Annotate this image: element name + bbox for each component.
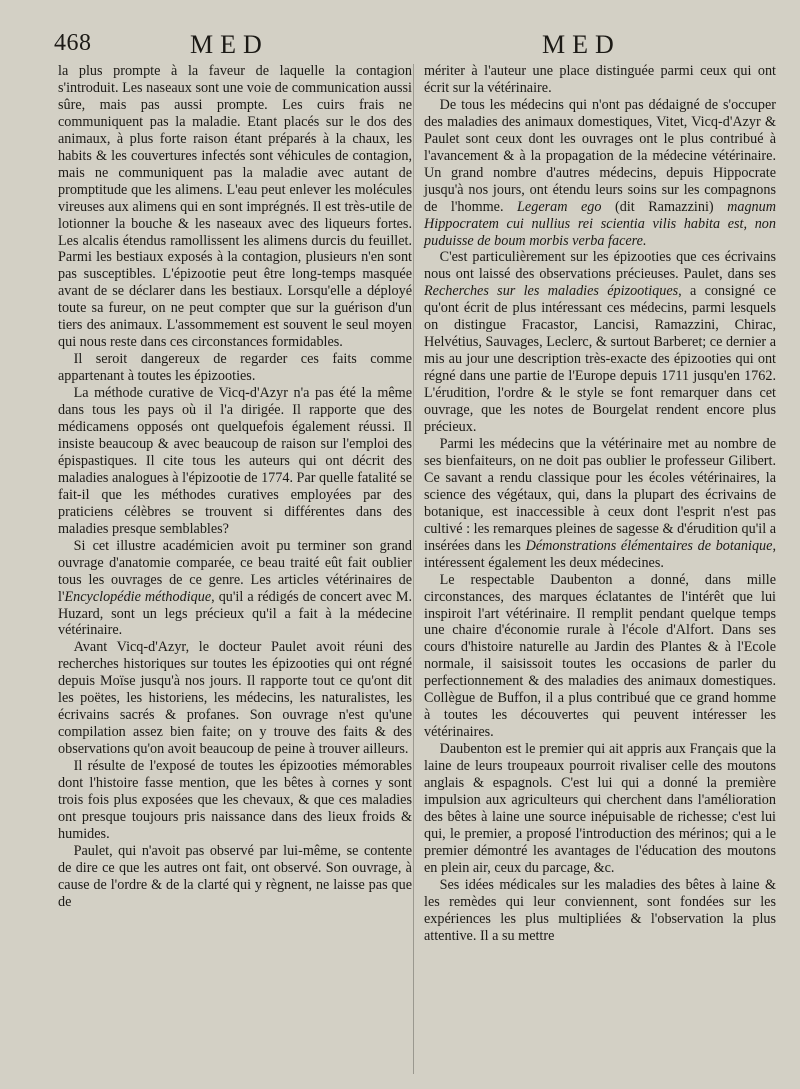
continued-paragraph	[58, 63, 412, 351]
paragraph	[58, 351, 412, 385]
paragraph-text: (dit Ramazzini)	[601, 198, 728, 215]
paragraph-text: C'est particulièrement sur les épizooties que ces écrivains nous ont laissé des observations précieuses. Paulet, dans ses	[424, 249, 776, 283]
column-divider	[413, 64, 414, 1074]
paragraph-text: , a consigné ce qu'ont écrit de plus intéressant ces médecins, parmi lesquels on distingue Fracastor, Lancisi, Ramazzini, Chirac, Helvétius, Sauvages, Leclerc, & surtout Barberet; ce dernier a mis au jour une description très-exacte des épizooties qui ont régné dans une partie de l'Europe depuis 1711 jusqu'en 1762. L'érudition, l'ordre & le style se font remarquer dans cet ouvrage, que les notes de Bourgelat rendent encore plus précieux.	[424, 283, 776, 436]
paragraph-text: Paulet, qui n'avoit pas observé par lui-même, se contente de dire ce que les autres ont fait, ont observé. Son ouvrage, à cause de l'ordre & de la clarté qui y règnent, ne laisse pas que de	[58, 842, 412, 910]
paragraph-text: Parmi les médecins que la vétérinaire met au nombre de ses bienfaiteurs, on ne doit pas oublier le professeur Gilibert. Ce savant a rendu classique pour les écoles vétérinaires, la science des végétaux, qui, dans la plupart des écrivains de botanique, est inaccessible à ceux dont l'esprit n'est pas cultivé : les remarques pleines de sagesse & d'érudition qu'il a insérées dans les	[424, 435, 776, 554]
paragraph	[424, 572, 776, 742]
left-running-title: MED	[190, 30, 269, 59]
running-header	[54, 30, 772, 62]
italic-title: Démonstrations élémentaires de botanique	[525, 537, 773, 554]
paragraph	[58, 538, 412, 640]
continued-paragraph	[424, 63, 776, 97]
right-text-column	[424, 63, 776, 945]
right-running-title: MED	[542, 30, 621, 59]
paragraph	[424, 249, 776, 435]
paragraph	[58, 843, 412, 911]
paragraph-text: La méthode curative de Vicq-d'Azyr n'a pas été la même dans tous les pays où il l'a dirigée. Il rapporte que des médicamens opposés ont quelquefois également réussi. Il insiste beaucoup & avec beaucoup de raison sur l'emploi des épispastiques. Il cite tous les auteurs qui ont décrit des maladies analogues à l'épizootie de 1774. Par quelle fatalité se fait-il que les méthodes curatives employées par des praticiens célèbres se trouvent si différentes dans des maladies presque semblables?	[58, 385, 412, 537]
paragraph-text: , qu'il a rédigés de concert avec M. Huzard, sont un legs précieux qu'il a fait à la médecine vétérinaire.	[58, 588, 412, 639]
paragraph-text: mériter à l'auteur une place distinguée parmi ceux qui ont écrit sur la vétérinaire.	[424, 63, 776, 96]
paragraph	[424, 741, 776, 877]
paragraph	[424, 877, 776, 945]
paragraph-text: , intéressent également les deux médecines.	[424, 537, 776, 571]
left-text-column	[58, 63, 412, 911]
page-number: 468	[54, 30, 92, 56]
paragraph-text: Il résulte de l'exposé de toutes les épizooties mémorables dont l'histoire fasse mention, que les bêtes à cornes y sont trois fois plus exposées que les chevaux, & que ces maladies ont presque toujours pris naissance dans des lieux froids & humides.	[58, 758, 412, 842]
paragraph	[58, 385, 412, 538]
italic-title: Recherches sur les maladies épizootiques	[424, 283, 679, 300]
paragraph	[424, 436, 776, 572]
paragraph	[58, 639, 412, 758]
latin-quotation: magnum Hippocratem cui nullius rei scientia vilis habita est, non puduisse de boum morbis verba facere.	[424, 198, 776, 249]
paragraph-text: Avant Vicq-d'Azyr, le docteur Paulet avoit réuni des recherches historiques sur toutes les épizooties qui ont régné depuis Moïse jusqu'à nos jours. Il rapporte tout ce qu'ont dit les poëtes, les historiens, les médecins, les naturalistes, les écrivains sacrés & profanes. Son ouvrage n'est qu'une compilation assez bien faite; on y trouve des faits & des observations qu'on avoit beaucoup de peine à trouver ailleurs.	[58, 639, 412, 758]
paragraph-text: Daubenton est le premier qui ait appris aux Français que la laine de leurs troupeaux pourroit rivaliser celle des moutons anglais & espagnols. C'est lui qui a donné la première impulsion aux agriculteurs qui cherchent dans l'amélioration des bêtes à laine une source inépuisable de richesse; c'est lui qui, le premier, a proposé l'introduction des mérinos; qui a le premier démontré les avantages de l'éducation des moutons en plein air, ceux du parcage, &c.	[424, 741, 776, 876]
italic-title: Encyclopédie méthodique	[64, 588, 212, 605]
paragraph-text: Ses idées médicales sur les maladies des bêtes à laine & les remèdes qui leur conviennent, sont fondées sur les expériences les plus multipliées & l'observation la plus attentive. Il a su mettre	[424, 876, 776, 944]
paragraph	[58, 758, 412, 843]
paragraph-text: De tous les médecins qui n'ont pas dédaigné de s'occuper des maladies des animaux domestiques, Vitet, Vicq-d'Azyr & Paulet sont ceux dont les ouvrages ont le plus contribué à l'avancement & à la propagation de la médecine vétérinaire. Un grand nombre d'autres médecins, depuis Hippocrate jusqu'à nos jours, ont étendu leurs soins sur les compagnons de l'homme.	[424, 96, 776, 215]
paragraph-text: la plus prompte à la faveur de laquelle la contagion s'introduit. Les naseaux sont une voie de communication aussi sûre, mais pas aussi prompte. Les cuirs frais ne communiquent pas la maladie. Etant placés sur le dos des animaux, à plus forte raison étant préparés à la chaux, les habits & les couvertures infectés sont véhicules de contagion, mais ne communiquent pas la maladie avec autant de promptitude que les alimens. L'eau peut enlever les molécules vireuses aux alimens qui en sont imprégnés. Il est très-utile de lotionner la bouche & les naseaux avec des liqueurs fortes. Les alcalis étendus ramollissent les alimens durcis du feuillet. Parmi les bestiaux exposés à la contagion, plusieurs n'en sont pas susceptibles. L'épizootie peut être long-temps masquée avant de se déclarer dans les bestiaux. Lorsqu'elle a déployé toute sa fureur, on ne peut compter que sur la guérison d'un tiers des animaux. L'assommement est souvent le seul moyen qui nous reste dans ces circonstances formidables.	[58, 63, 412, 351]
paragraph	[424, 97, 776, 250]
paragraph-text: Il seroit dangereux de regarder ces faits comme appartenant à toutes les épizooties.	[58, 351, 412, 385]
italic-title: Legeram ego	[517, 198, 602, 215]
paragraph-text: Si cet illustre académicien avoit pu terminer son grand ouvrage d'anatomie comparée, ce beau traité eût fait oublier tous les ouvrages de ce genre. Les articles vétérinaires de l'	[58, 537, 412, 605]
paragraph-text: Le respectable Daubenton a donné, dans mille circonstances, des marques éclatantes de l'intérêt que lui inspiroit l'art vétérinaire. Il remplit pendant quelque temps une chaire d'économie rurale à l'école d'Alfort. Dans ses cours d'histoire naturelle au Jardin des Plantes & à l'Ecole normale, il saisissoit toutes les occasions de parler du perfectionnement & des maladies des animaux domestiques. Collègue de Buffon, il a plus contribué que ce grand homme à toutes les découvertes qui peuvent intéresser les vétérinaires.	[424, 571, 776, 741]
